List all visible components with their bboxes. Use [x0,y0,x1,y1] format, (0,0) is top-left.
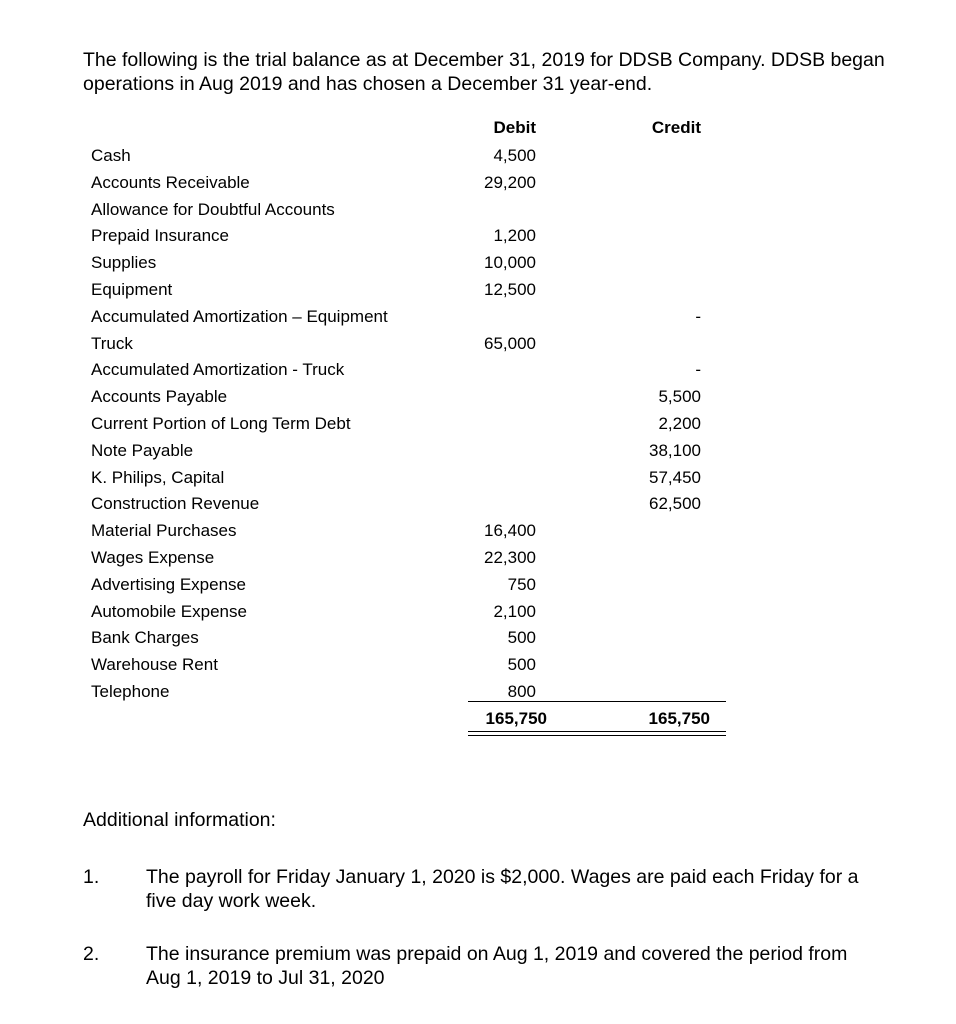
table-row [0,386,956,413]
note-text: The insurance premium was prepaid on Aug 1, 2019 and covered the period from Aug 1, 2019 to Jul 31, 2020 [146,943,848,989]
table-row [0,225,956,252]
table-row [0,333,956,360]
table-row [0,279,956,306]
account-name: Telephone [91,682,170,701]
credit-column-header: Credit [651,118,701,137]
table-row [0,520,956,547]
debit-amount: 12,500 [484,280,536,299]
account-name: Warehouse Rent [91,655,218,675]
account-name: Bank Charges [91,628,199,648]
account-name: Current Portion of Long Term Debt [91,414,351,433]
account-name: Accumulated Amortization - Truck [91,360,345,380]
debit-amount: 500 [507,628,536,648]
debit-amount: 500 [507,655,536,675]
credit-amount: 57,450 [649,467,701,487]
debit-amount: 750 [507,574,536,594]
table-row [0,467,956,494]
credit-amount: 5,500 [658,387,701,407]
account-name: Prepaid Insurance [91,226,229,246]
table-row [0,547,956,574]
debit-amount: 65,000 [484,333,536,353]
table-row [0,359,956,386]
table-row [0,306,956,333]
table-row [0,145,956,172]
credit-total: 165,750 [648,709,710,728]
table-row [0,681,956,708]
credit-amount: - [695,306,701,326]
debit-amount: 22,300 [484,548,536,567]
debit-amount: 800 [507,682,536,701]
intro-paragraph: The following is the trial balance as at December 31, 2019 for DDSB Company. DDSB began operations in Aug 2019 and has chosen a December 31 year-end. [83,49,885,95]
note-text: The payroll for Friday January 1, 2020 is $2,000. Wages are paid each Friday for a five day work week. [146,866,859,912]
table-row [0,440,956,467]
account-name: Note Payable [91,440,194,460]
credit-amount: 62,500 [649,494,701,514]
table-row [0,252,956,279]
account-name: Equipment [91,280,173,299]
table-row [0,627,956,654]
account-name: Supplies [91,253,157,273]
account-name: Automobile Expense [91,601,247,621]
table-row [0,654,956,681]
note-number: 1. [83,866,100,888]
subtotal-rule [468,701,726,702]
credit-amount: - [695,360,701,380]
additional-info-heading: Additional information: [83,809,276,831]
table-row [0,493,956,520]
account-name: Accounts Receivable [91,172,250,192]
account-name: Allowance for Doubtful Accounts [91,199,335,219]
debit-amount: 2,100 [493,601,536,621]
credit-amount: 2,200 [658,414,701,433]
account-name: Construction Revenue [91,494,260,514]
debit-column-header: Debit [493,118,536,137]
account-name: Wages Expense [91,548,215,567]
account-name: Truck [91,333,133,353]
debit-amount: 4,500 [493,146,536,165]
table-row [0,413,956,440]
account-name: Accounts Payable [91,387,228,407]
debit-amount: 29,200 [484,172,536,192]
account-name: Advertising Expense [91,574,246,594]
credit-amount: 38,100 [649,440,701,460]
debit-amount: 10,000 [484,253,536,273]
table-row [0,199,956,226]
account-name: Material Purchases [91,521,237,541]
table-row [0,172,956,199]
account-name: Cash [91,146,131,165]
account-name: Accumulated Amortization – Equipment [91,306,388,326]
note-number: 2. [83,943,100,965]
double-underline-bottom [468,735,726,736]
table-row [0,601,956,628]
debit-amount: 1,200 [493,226,536,246]
debit-amount: 16,400 [484,521,536,541]
account-name: K. Philips, Capital [91,467,225,487]
debit-total: 165,750 [485,709,547,728]
table-row [0,574,956,601]
double-underline-top [468,731,726,732]
